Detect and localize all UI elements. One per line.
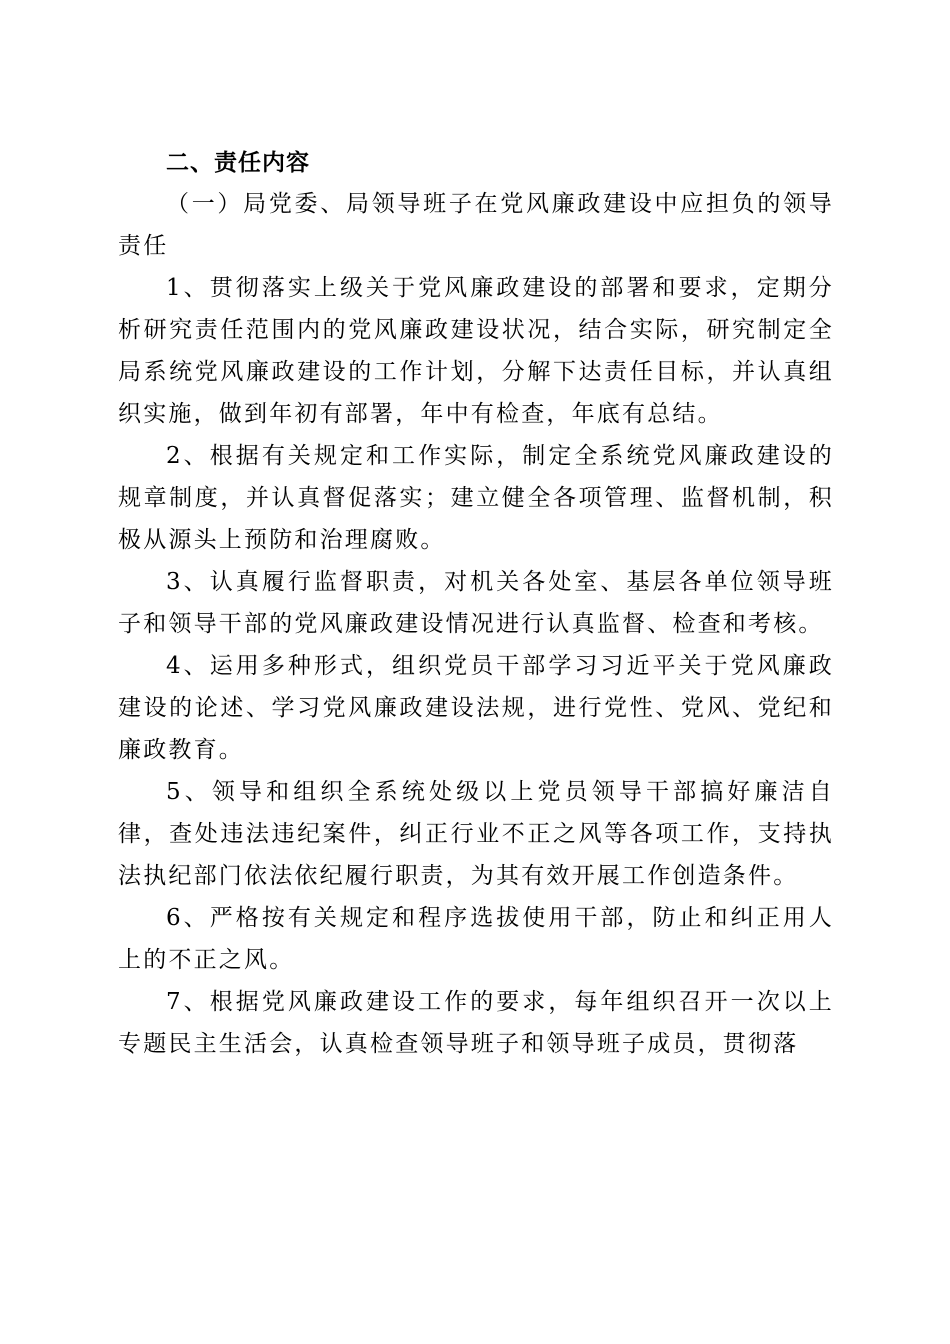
- paragraph-2: 2、根据有关规定和工作实际，制定全系统党风廉政建设的规章制度，并认真督促落实；建立健全各项管理、监督机制，积极从源头上预防和治理腐败。: [118, 443, 834, 553]
- paragraph-5: 5、领导和组织全系统处级以上党员领导干部搞好廉洁自律，查处违法违纪案件，纠正行业不正之风等各项工作，支持执法执纪部门依法依纪履行职责，为其有效开展工作创造条件。: [118, 779, 834, 889]
- document-body: [118, 143, 834, 1065]
- paragraph-6: 6、严格按有关规定和程序选拔使用干部，防止和纠正用人上的不正之风。: [118, 905, 834, 973]
- paragraph-7: 7、根据党风廉政建设工作的要求，每年组织召开一次以上专题民主生活会，认真检查领导班子和领导班子成员，贯彻落: [118, 989, 834, 1057]
- paragraph-3: 3、认真履行监督职责，对机关各处室、基层各单位领导班子和领导干部的党风廉政建设情况进行认真监督、检查和考核。: [118, 569, 834, 637]
- subsection-heading: （一）局党委、局领导班子在党风廉政建设中应担负的领导责任: [118, 191, 834, 259]
- paragraph-4: 4、运用多种形式，组织党员干部学习习近平关于党风廉政建设的论述、学习党风廉政建设法规，进行党性、党风、党纪和廉政教育。: [118, 653, 834, 763]
- paragraph-1: 1、贯彻落实上级关于党风廉政建设的部署和要求，定期分析研究责任范围内的党风廉政建设状况，结合实际，研究制定全局系统党风廉政建设的工作计划，分解下达责任目标，并认真组织实施，做到年初有部署，年中有检查，年底有总结。: [118, 275, 834, 427]
- section-heading: 二、责任内容: [166, 150, 310, 176]
